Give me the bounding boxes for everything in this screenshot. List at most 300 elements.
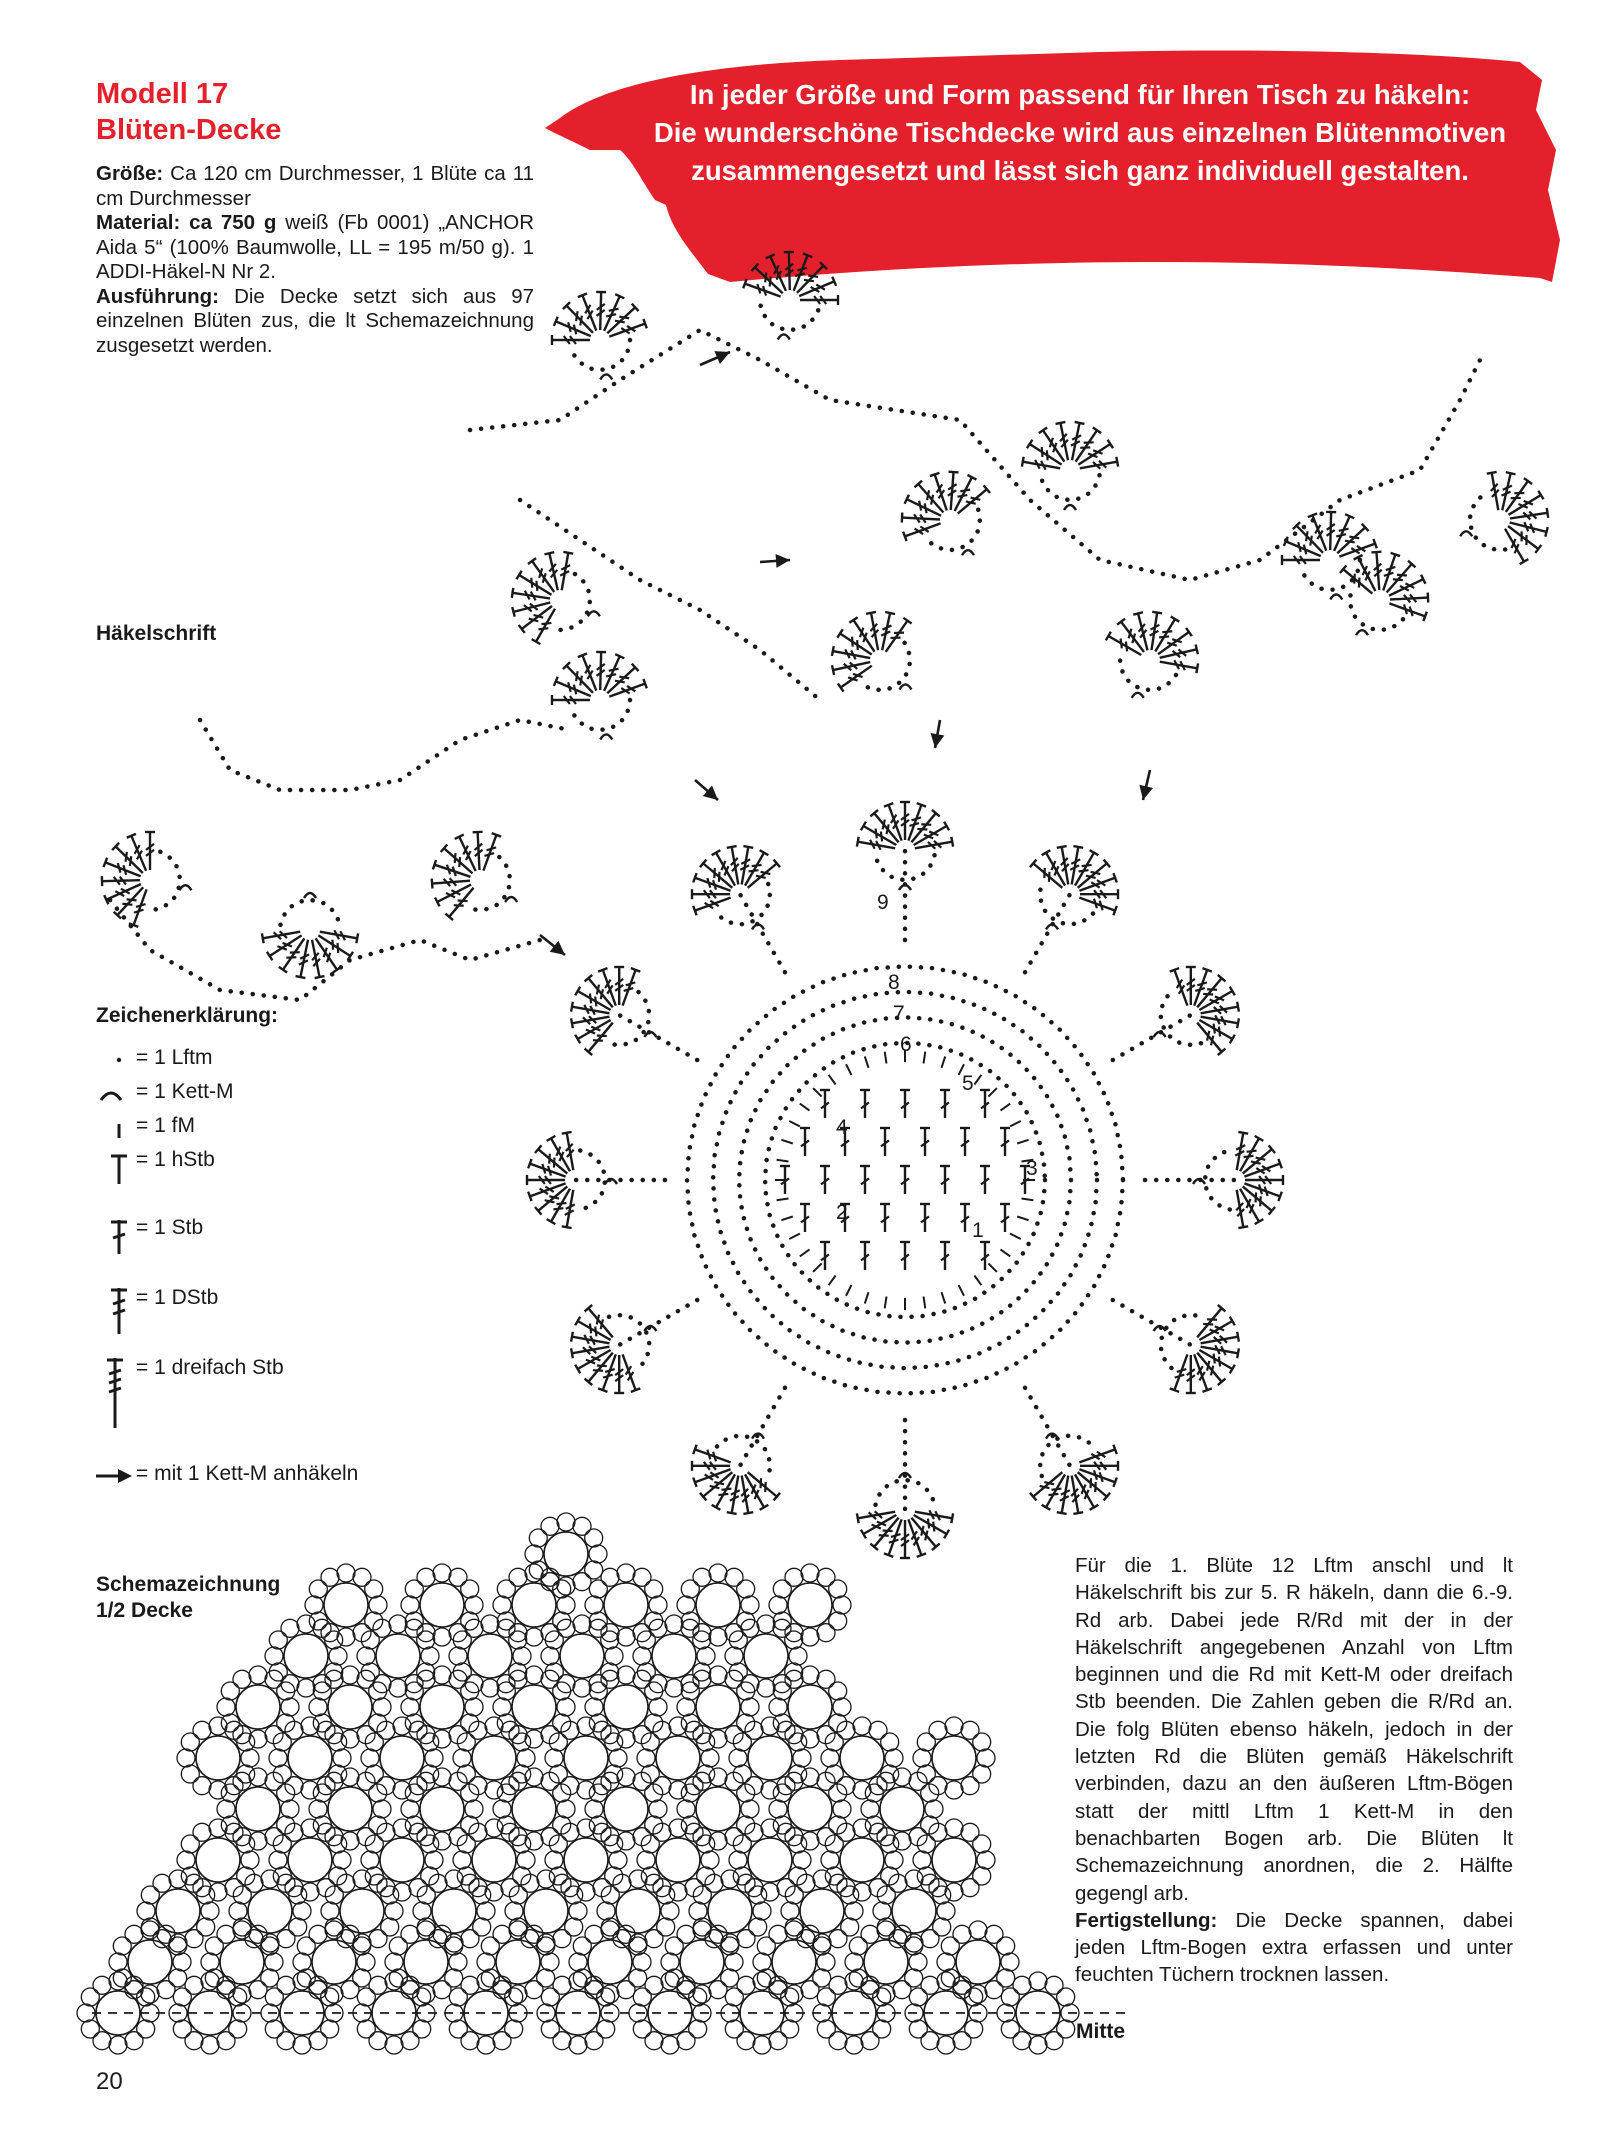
stitch-symbol bbox=[127, 834, 151, 873]
flower-petal bbox=[689, 2020, 707, 2038]
flower-petal bbox=[493, 1698, 511, 1716]
stitch-top bbox=[1238, 1226, 1248, 1228]
flower-center bbox=[740, 1991, 784, 2035]
flower-petal bbox=[277, 2032, 295, 2050]
center-dash bbox=[846, 1064, 851, 1075]
center-dash bbox=[1022, 1199, 1034, 1201]
finishing-label: Fertigstellung: bbox=[1075, 1908, 1218, 1932]
flower-petal bbox=[433, 1832, 451, 1850]
stitch-top bbox=[1202, 1388, 1211, 1391]
flower-center bbox=[840, 1838, 884, 1882]
stitch-symbol bbox=[860, 1166, 870, 1194]
flower-petal bbox=[689, 1902, 707, 1920]
flower-petal bbox=[81, 2020, 99, 2038]
stitch-top bbox=[1116, 457, 1118, 467]
flower-petal bbox=[757, 1615, 775, 1633]
flower-center bbox=[772, 1940, 816, 1984]
flower-petal bbox=[737, 1976, 755, 1994]
stitch-symbol bbox=[1284, 537, 1323, 561]
stitch-top bbox=[578, 654, 587, 658]
flower-petal bbox=[357, 2020, 375, 2038]
center-dash bbox=[777, 1160, 789, 1162]
stitch-symbol bbox=[145, 832, 155, 870]
flower-petal bbox=[433, 1981, 451, 1999]
flower-petal bbox=[301, 1883, 319, 1901]
flower-petal bbox=[577, 1781, 595, 1799]
stitch-top bbox=[1113, 1477, 1116, 1486]
flower-petal bbox=[977, 1749, 995, 1767]
flower-petal bbox=[381, 1918, 399, 1936]
stitch-stem bbox=[603, 1354, 616, 1390]
flower-petal bbox=[281, 1619, 299, 1637]
flower-petal bbox=[237, 1835, 255, 1853]
stitch-tick bbox=[1215, 1357, 1224, 1367]
flower-center bbox=[604, 1685, 648, 1729]
flower-petal bbox=[709, 1981, 727, 1999]
chain-path bbox=[470, 857, 510, 910]
stitch-symbol bbox=[914, 837, 953, 853]
flower-petal bbox=[709, 1832, 727, 1850]
flower-petal bbox=[945, 1717, 963, 1735]
chain-path bbox=[572, 340, 630, 370]
stitch-stem bbox=[889, 1519, 902, 1555]
center-dash bbox=[1010, 1234, 1021, 1239]
flower-petal bbox=[829, 1976, 847, 1994]
flower-petal bbox=[393, 1781, 411, 1799]
petal-motif bbox=[527, 1132, 617, 1228]
banner-line-3: zusammengesetzt und lässt sich ganz individuell gestalten. bbox=[691, 155, 1469, 186]
stitch-stem bbox=[1334, 516, 1350, 551]
flower-center bbox=[324, 1583, 368, 1627]
flower-center bbox=[372, 1991, 416, 2035]
stitch-symbol bbox=[102, 875, 140, 886]
stitch-stem bbox=[530, 1164, 566, 1177]
flower-petal bbox=[681, 1816, 699, 1834]
stitch-top bbox=[571, 1332, 573, 1342]
flower-center bbox=[512, 1787, 556, 1831]
flower-petal bbox=[369, 1930, 387, 1948]
flower-petal bbox=[261, 1969, 279, 1987]
spec-size-label: Größe: bbox=[96, 162, 164, 185]
petal-motif bbox=[1154, 1305, 1239, 1393]
flower-petal bbox=[973, 1765, 991, 1783]
flower-petal bbox=[945, 1819, 963, 1837]
stitch-symbol bbox=[1067, 422, 1084, 461]
stitch-symbol bbox=[860, 1242, 870, 1270]
stitch-tick bbox=[553, 1204, 563, 1213]
chain-path bbox=[150, 852, 180, 910]
stitch-tick bbox=[1117, 638, 1126, 648]
stitch-symbol bbox=[900, 1242, 910, 1270]
stitch-symbol bbox=[737, 846, 753, 885]
flower-petal bbox=[661, 1972, 679, 1990]
flower-petal bbox=[341, 1832, 359, 1850]
flower-petal bbox=[465, 1596, 483, 1614]
flower-petal bbox=[605, 1835, 623, 1853]
petal-motif bbox=[552, 292, 647, 380]
stitch-tick bbox=[1079, 866, 1089, 875]
stitch-tick bbox=[591, 1326, 600, 1336]
petal-motif bbox=[902, 472, 990, 555]
flower-petal bbox=[749, 1918, 767, 1936]
chain-path bbox=[619, 1015, 697, 1060]
stitch-top bbox=[1373, 539, 1376, 548]
stitch-symbol bbox=[784, 252, 795, 290]
flower-petal bbox=[401, 1596, 419, 1614]
flower-petal bbox=[301, 1781, 319, 1799]
chain-path bbox=[760, 300, 818, 330]
stitch-top bbox=[1113, 873, 1116, 882]
stitch-tick bbox=[1210, 1354, 1219, 1364]
stitch-symbol bbox=[789, 254, 812, 293]
flower-center bbox=[96, 1991, 140, 2035]
flower-petal bbox=[209, 1883, 227, 1901]
stitch-symbol bbox=[900, 1520, 910, 1558]
flower-petal bbox=[937, 2036, 955, 2054]
flower-center bbox=[652, 1634, 696, 1678]
flower-petal bbox=[769, 1800, 787, 1818]
flower-petal bbox=[729, 1851, 747, 1869]
stitch-top bbox=[571, 1018, 573, 1028]
flower-center bbox=[512, 1583, 556, 1627]
flower-petal bbox=[589, 1714, 607, 1732]
stitch-top bbox=[1238, 1132, 1248, 1134]
flower-petal bbox=[913, 1749, 931, 1767]
flower-petal bbox=[461, 1930, 479, 1948]
flower-petal bbox=[813, 1969, 831, 1987]
flower-petal bbox=[697, 1835, 715, 1853]
stitch-top bbox=[262, 933, 264, 943]
stitch-stem bbox=[459, 837, 475, 871]
stitch-symbol bbox=[552, 695, 590, 705]
flower-petal bbox=[209, 1717, 227, 1735]
stitch-top bbox=[643, 679, 646, 688]
flower-petal bbox=[497, 1816, 515, 1834]
flower-petal bbox=[361, 1851, 379, 1869]
flower-petal bbox=[513, 1765, 531, 1783]
stitch-stem bbox=[1076, 430, 1097, 461]
flower-petal bbox=[393, 1819, 411, 1837]
slip-stitch-arc bbox=[962, 550, 974, 555]
flower-petal bbox=[665, 1679, 683, 1697]
flower-petal bbox=[373, 1800, 391, 1818]
stitch-symbol bbox=[1056, 422, 1073, 461]
flower-petal bbox=[1045, 1976, 1063, 1994]
chain-path bbox=[281, 900, 340, 925]
flower-petal bbox=[173, 1953, 191, 1971]
stitch-symbol bbox=[1159, 644, 1198, 662]
center-dash bbox=[959, 1285, 964, 1296]
flower-petal bbox=[109, 2036, 127, 2054]
chain-path bbox=[1113, 1300, 1191, 1345]
flower-petal bbox=[341, 1666, 359, 1684]
stitch-symbol bbox=[914, 1507, 953, 1523]
schema-flower bbox=[585, 1564, 667, 1646]
flower-petal bbox=[365, 1867, 383, 1885]
petal-motif bbox=[1154, 967, 1239, 1055]
flower-petal bbox=[793, 1851, 811, 1869]
flower-petal bbox=[709, 1666, 727, 1684]
flower-petal bbox=[721, 1870, 739, 1888]
flower-petal bbox=[249, 1666, 267, 1684]
flower-petal bbox=[277, 1976, 295, 1994]
flower-petal bbox=[557, 1800, 575, 1818]
banner-line-2: Die wunderschöne Tischdecke wird aus einzelnen Blütenmotiven bbox=[653, 117, 1507, 148]
flower-petal bbox=[909, 1953, 927, 1971]
stitch-symbol bbox=[307, 939, 324, 978]
flower-petal bbox=[585, 1561, 603, 1579]
flower-petal bbox=[333, 1851, 351, 1869]
flower-center bbox=[288, 1838, 332, 1882]
chain-path bbox=[876, 855, 935, 880]
stitch-symbol bbox=[1080, 889, 1118, 899]
flower-petal bbox=[633, 1568, 651, 1586]
schema-drawing bbox=[77, 1513, 1130, 2054]
flower-petal bbox=[737, 1580, 755, 1598]
flower-petal bbox=[433, 1730, 451, 1748]
flower-center bbox=[312, 1940, 356, 1984]
stitch-symbol bbox=[902, 513, 940, 525]
slip-stitch-arc bbox=[505, 897, 517, 902]
chain-path bbox=[609, 992, 649, 1045]
flower-petal bbox=[597, 2020, 615, 2038]
stitch-symbol bbox=[930, 473, 952, 512]
model-number: Modell 17 bbox=[96, 78, 229, 110]
center-dash bbox=[924, 1052, 926, 1064]
join-arrow-icon bbox=[760, 554, 790, 568]
stitch-symbol bbox=[980, 1090, 990, 1118]
flower-petal bbox=[173, 2020, 191, 2038]
flower-center bbox=[284, 1634, 328, 1678]
stitch-symbol bbox=[1078, 1445, 1117, 1467]
flower-petal bbox=[541, 1988, 559, 2006]
flower-petal bbox=[481, 1615, 499, 1633]
flower-petal bbox=[421, 1733, 439, 1751]
flower-center bbox=[380, 1838, 424, 1882]
flower-petal bbox=[961, 1777, 979, 1795]
stitch-stem bbox=[623, 970, 636, 1006]
flower-petal bbox=[773, 1784, 791, 1802]
stitch-tick bbox=[1048, 1490, 1058, 1499]
flower-petal bbox=[309, 1698, 327, 1716]
stitch-symbol bbox=[860, 1090, 870, 1118]
flower-petal bbox=[473, 1918, 491, 1936]
flower-petal bbox=[321, 1902, 339, 1920]
schema-flower bbox=[769, 1564, 851, 1646]
flower-petal bbox=[413, 1902, 431, 1920]
round-number: 2 bbox=[836, 1201, 848, 1224]
stitch-symbol bbox=[1159, 657, 1198, 673]
stitch-stem bbox=[886, 621, 908, 652]
flower-petal bbox=[197, 1886, 215, 1904]
stitch-stem bbox=[902, 518, 940, 520]
flower-petal bbox=[853, 1819, 871, 1837]
stitch-tick bbox=[591, 996, 600, 1006]
chain-path bbox=[470, 330, 1480, 580]
flower-petal bbox=[137, 2020, 155, 2038]
flower-petal bbox=[185, 1976, 203, 1994]
stitch-symbol bbox=[960, 1204, 970, 1232]
flower-petal bbox=[773, 1816, 791, 1834]
flower-petal bbox=[573, 1937, 591, 1955]
flower-petal bbox=[769, 1698, 787, 1716]
petal-motif bbox=[743, 252, 838, 340]
stitch-symbol bbox=[473, 832, 485, 870]
flower-petal bbox=[237, 1765, 255, 1783]
flower-petal bbox=[681, 1580, 699, 1598]
flower-petal bbox=[1029, 2036, 1047, 2054]
stitch-top bbox=[1196, 663, 1198, 673]
flower-petal bbox=[789, 1765, 807, 1783]
flower-petal bbox=[817, 1568, 835, 1586]
flower-petal bbox=[369, 1976, 387, 1994]
flower-petal bbox=[477, 2036, 495, 2054]
flower-petal bbox=[741, 1698, 759, 1716]
flower-petal bbox=[281, 1800, 299, 1818]
flower-petal bbox=[585, 1596, 603, 1614]
petal-motif bbox=[1022, 422, 1118, 510]
flower-petal bbox=[205, 1937, 223, 1955]
center-dash bbox=[988, 1263, 997, 1272]
stitch-top bbox=[1237, 1332, 1239, 1342]
flower-petal bbox=[577, 1883, 595, 1901]
flower-petal bbox=[569, 2036, 587, 2054]
flower-petal bbox=[125, 2032, 143, 2050]
flower-petal bbox=[309, 1612, 327, 1630]
stitch-symbol bbox=[1508, 518, 1547, 537]
petal-motif bbox=[512, 552, 600, 644]
flower-petal bbox=[461, 2032, 479, 2050]
flower-center bbox=[544, 1532, 588, 1576]
flower-petal bbox=[605, 1765, 623, 1783]
stitch-top bbox=[492, 833, 501, 836]
flower-petal bbox=[649, 1596, 667, 1614]
round-number: 3 bbox=[1026, 1157, 1038, 1180]
flower-petal bbox=[201, 1972, 219, 1990]
flower-petal bbox=[997, 1937, 1015, 1955]
flower-petal bbox=[505, 1902, 523, 1920]
flower-petal bbox=[181, 1867, 199, 1885]
flower-petal bbox=[269, 1749, 287, 1767]
stitch-top bbox=[315, 976, 325, 978]
flower-petal bbox=[341, 1768, 359, 1786]
flower-petal bbox=[1057, 2020, 1075, 2038]
flower-center bbox=[956, 1940, 1000, 1984]
flower-petal bbox=[821, 1749, 839, 1767]
flower-petal bbox=[297, 1615, 315, 1633]
flower-petal bbox=[661, 1902, 679, 1920]
flower-petal bbox=[845, 1902, 863, 1920]
stitch-symbol bbox=[820, 1166, 830, 1194]
stitch-top bbox=[356, 933, 358, 943]
stitch-top bbox=[1022, 457, 1024, 467]
flower-petal bbox=[749, 1886, 767, 1904]
flower-center bbox=[680, 1940, 724, 1984]
chain-path bbox=[619, 1300, 697, 1345]
center-dash bbox=[1001, 1249, 1011, 1256]
flower-petal bbox=[497, 1714, 515, 1732]
flower-petal bbox=[433, 1628, 451, 1646]
flower-petal bbox=[929, 1721, 947, 1739]
flower-petal bbox=[697, 1765, 715, 1783]
stitch-symbol bbox=[1378, 553, 1400, 592]
chain-path bbox=[1470, 494, 1505, 550]
flower-petal bbox=[333, 1749, 351, 1767]
stitch-symbol bbox=[1388, 599, 1427, 621]
model-name: Blüten-Decke bbox=[96, 114, 282, 146]
flower-petal bbox=[849, 1937, 867, 1955]
flower-petal bbox=[545, 1851, 563, 1869]
stitch-top bbox=[1057, 1512, 1067, 1514]
flower-petal bbox=[125, 1925, 143, 1943]
stitch-symbol bbox=[800, 1204, 810, 1232]
flower-petal bbox=[677, 1596, 695, 1614]
flower-petal bbox=[649, 1698, 667, 1716]
round-number: 4 bbox=[836, 1116, 848, 1139]
flower-petal bbox=[609, 1749, 627, 1767]
flower-petal bbox=[861, 1800, 879, 1818]
stitch-top bbox=[693, 1477, 696, 1486]
flower-center bbox=[420, 1583, 464, 1627]
flower-petal bbox=[553, 1976, 571, 1994]
flower-petal bbox=[545, 1749, 563, 1767]
flower-petal bbox=[81, 1988, 99, 2006]
center-label: Mitte bbox=[1076, 2020, 1125, 2043]
center-dash bbox=[974, 1276, 981, 1286]
flower-center bbox=[472, 1838, 516, 1882]
flower-petal bbox=[917, 1733, 935, 1751]
join-arrow-icon bbox=[931, 720, 945, 748]
stitch-top bbox=[432, 879, 433, 889]
round-number: 8 bbox=[888, 971, 900, 994]
stitch-symbol bbox=[693, 893, 732, 915]
stitch-symbol bbox=[562, 1189, 578, 1228]
flower-petal bbox=[249, 1730, 267, 1748]
stitch-top bbox=[917, 1553, 926, 1556]
flower-petal bbox=[569, 1972, 587, 1990]
flower-petal bbox=[725, 1647, 743, 1665]
flower-petal bbox=[829, 1682, 847, 1700]
stitch-symbol bbox=[1487, 472, 1503, 511]
stitch-tick bbox=[586, 1323, 595, 1333]
stitch-stem bbox=[283, 938, 304, 969]
flower-petal bbox=[385, 2036, 403, 2054]
legend-label: = 1 hStb bbox=[136, 1148, 215, 1171]
flower-petal bbox=[249, 1768, 267, 1786]
stitch-stem bbox=[770, 256, 786, 291]
flower-petal bbox=[617, 1666, 635, 1684]
stitch-symbol bbox=[900, 1166, 910, 1194]
flower-petal bbox=[585, 1800, 603, 1818]
flower-petal bbox=[829, 2032, 847, 2050]
flower-petal bbox=[449, 2020, 467, 2038]
chain-path bbox=[1350, 590, 1403, 630]
stitch-symbol bbox=[1330, 514, 1355, 553]
flower-petal bbox=[549, 1867, 567, 1885]
flower-petal bbox=[217, 1925, 235, 1943]
flower-petal bbox=[361, 1749, 379, 1767]
stitch-stem bbox=[536, 609, 555, 642]
flower-petal bbox=[813, 1870, 831, 1888]
petal-motif bbox=[857, 802, 953, 890]
flower-petal bbox=[553, 2032, 571, 2050]
flower-petal bbox=[921, 1930, 939, 1948]
flower-petal bbox=[893, 1981, 911, 1999]
flower-petal bbox=[493, 1596, 511, 1614]
flower-petal bbox=[817, 1988, 835, 2006]
flower-petal bbox=[453, 1749, 471, 1767]
flower-petal bbox=[589, 1784, 607, 1802]
